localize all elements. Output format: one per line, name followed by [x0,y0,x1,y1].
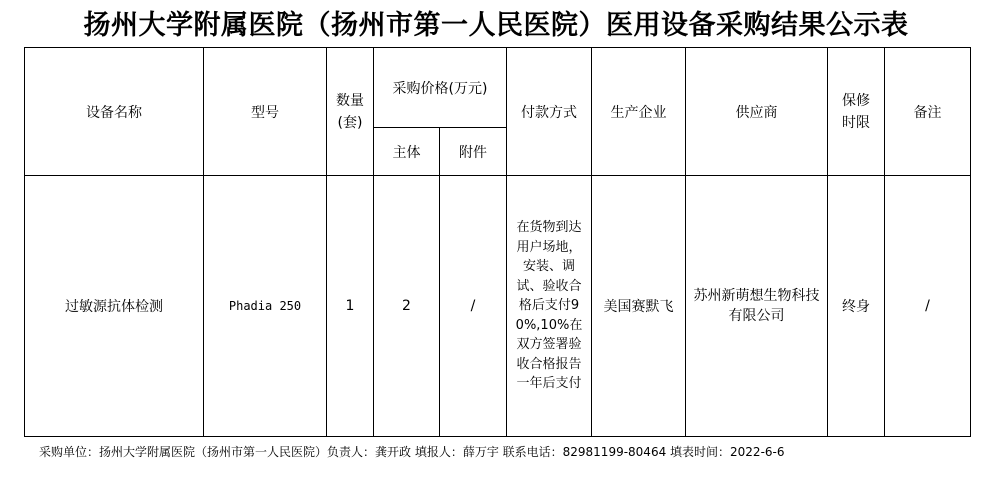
header-price-main: 主体 [374,128,440,176]
header-price-accessory: 附件 [440,128,507,176]
header-remarks: 备注 [885,48,971,176]
header-warranty-label: 保修时限 [842,92,870,131]
cell-supplier [686,176,828,437]
supplier-text: 苏州新萌想生物科技有限公司 [693,288,820,324]
cell-warranty: 终身 [828,176,885,437]
header-device-name: 设备名称 [25,48,204,176]
cell-price-main: 2 [374,176,440,437]
cell-model: Phadia 250 [204,176,327,437]
header-quantity-label: 数量(套) [336,92,364,131]
cell-price-accessory: / [440,176,507,437]
header-supplier: 供应商 [686,48,828,176]
footer-info: 采购单位：扬州大学附属医院（扬州市第一人民医院）负责人：龚开政 填报人：薛万宇 联系电话：82981199-80464 填表时间：2022-6-6 [39,445,785,459]
cell-device-name: 过敏源抗体检测 [25,176,204,437]
header-price-group: 采购价格(万元) [374,48,507,128]
cell-payment [507,176,592,437]
procurement-table [24,47,971,437]
header-payment: 付款方式 [507,48,592,176]
header-manufacturer: 生产企业 [592,48,686,176]
header-quantity [327,48,374,176]
header-model: 型号 [204,48,327,176]
page-title: 扬州大学附属医院（扬州市第一人民医院）医用设备采购结果公示表 [83,10,909,41]
header-warranty [828,48,885,176]
cell-manufacturer: 美国赛默飞 [592,176,686,437]
table-row [25,176,971,437]
cell-quantity: 1 [327,176,374,437]
payment-terms-text: 在货物到达用户场地，安装、调试、验收合格后支付90%,10%在双方签署验收合格报告一年后支付 [515,220,583,392]
header-row-top [25,48,971,128]
cell-remarks: / [885,176,971,437]
